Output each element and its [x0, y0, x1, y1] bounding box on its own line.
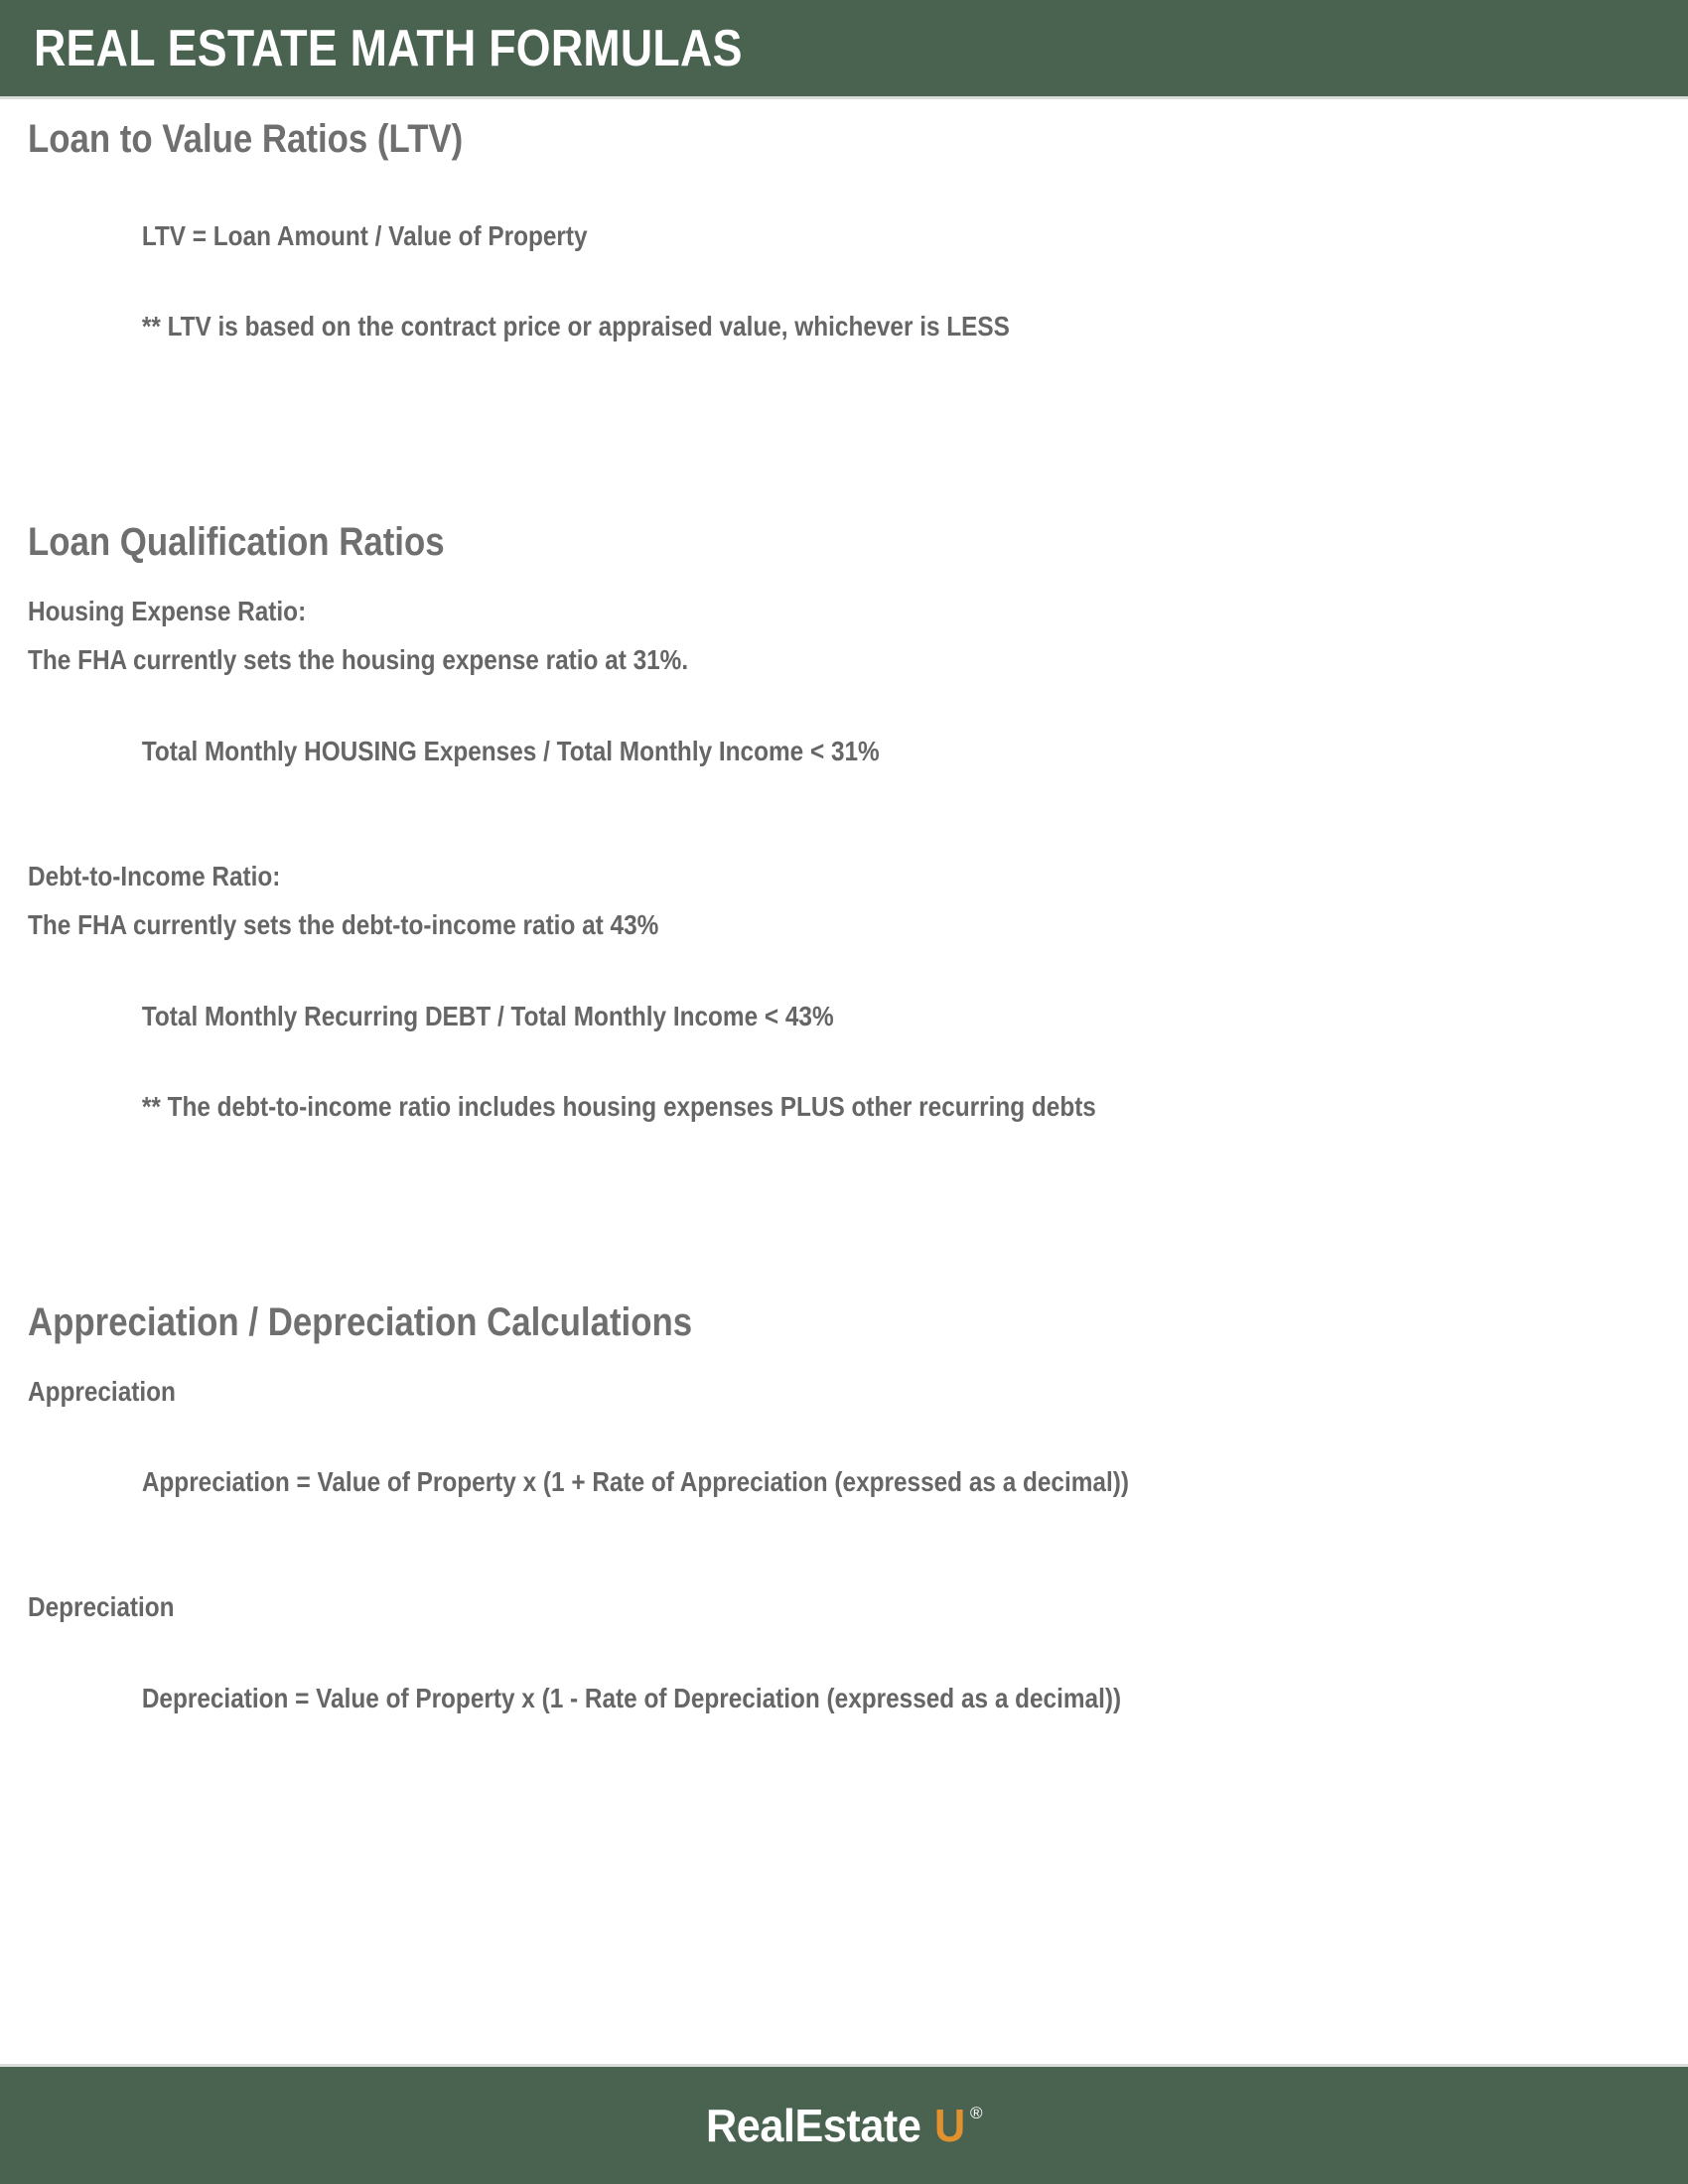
- ltv-formula: LTV = Loan Amount / Value of Property: [141, 219, 588, 251]
- housing-expense-ratio-label: Housing Expense Ratio:: [28, 595, 307, 626]
- housing-expense-ratio-formula: Total Monthly HOUSING Expenses / Total Monthly Income < 31%: [141, 735, 880, 766]
- debt-to-income-ratio-description: The FHA currently sets the debt-to-income ratio at 43%: [28, 909, 659, 941]
- depreciation-label: Depreciation: [28, 1590, 175, 1622]
- housing-expense-ratio-description: The FHA currently sets the housing expense ratio at 31%.: [28, 644, 689, 676]
- section-loan-to-value: [28, 117, 1648, 343]
- debt-to-income-ratio-formula: Total Monthly Recurring DEBT / Total Monthly Income < 43%: [141, 1000, 834, 1031]
- appreciation-formula: Appreciation = Value of Property x (1 + Rate of Appreciation (expressed as a decimal)): [141, 1466, 1129, 1498]
- document-body: [0, 99, 1688, 2064]
- section-loan-qualification: [28, 520, 1648, 1124]
- realestateu-logo: [706, 2100, 982, 2151]
- section-heading-ltv: Loan to Value Ratios (LTV): [28, 117, 464, 161]
- page-title: REAL ESTATE MATH FORMULAS: [34, 19, 743, 77]
- registered-trademark-icon: ®: [969, 2104, 982, 2122]
- logo-text-accent: U: [934, 2100, 966, 2151]
- section-heading-appreciation-depreciation: Appreciation / Depreciation Calculations: [28, 1299, 693, 1344]
- logo-text-main: RealEstate: [706, 2100, 921, 2151]
- debt-to-income-ratio-note: ** The debt-to-income ratio includes housing expenses PLUS other recurring debts: [141, 1091, 1096, 1123]
- appreciation-label: Appreciation: [28, 1375, 176, 1407]
- document-footer-bar: [0, 2064, 1688, 2184]
- ltv-note: ** LTV is based on the contract price or appraised value, whichever is LESS: [141, 311, 1010, 342]
- document-header-bar: [0, 0, 1688, 99]
- debt-to-income-ratio-label: Debt-to-Income Ratio:: [28, 860, 281, 891]
- section-heading-loan-qualification: Loan Qualification Ratios: [28, 519, 445, 564]
- section-appreciation-depreciation: [28, 1300, 1648, 1714]
- depreciation-formula: Depreciation = Value of Property x (1 - Rate of Depreciation (expressed as a decimal)): [141, 1682, 1122, 1713]
